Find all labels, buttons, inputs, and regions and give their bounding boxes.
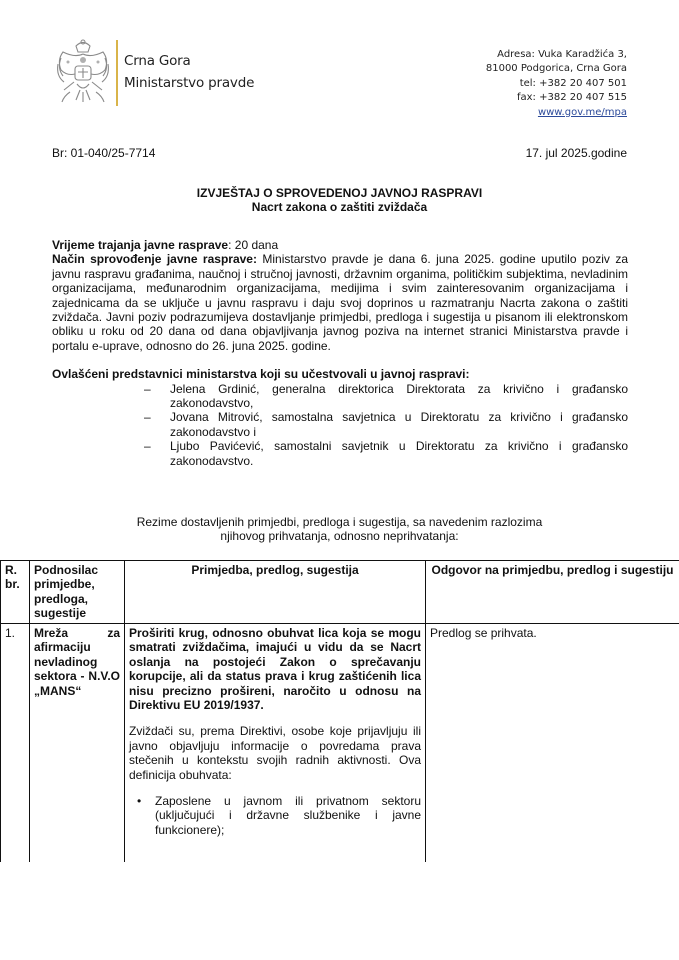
duration-paragraph bbox=[52, 238, 628, 252]
row-response: Predlog se prihvata. bbox=[426, 624, 679, 863]
org-country: Crna Gora bbox=[124, 53, 191, 69]
title-sub: Nacrt zakona o zaštiti zviždača bbox=[251, 200, 428, 214]
summary-intro bbox=[0, 515, 679, 544]
reference-number: Br: 01-040/25-7714 bbox=[52, 146, 156, 160]
row-submitter: Mreža za afirmaciju nevladinog sektora - N.V.O „MANS“ bbox=[30, 624, 125, 863]
remarks-table bbox=[0, 560, 679, 862]
representatives-list bbox=[52, 382, 628, 468]
method-label: Način sprovođenje javne rasprave: bbox=[52, 252, 257, 267]
contact-block bbox=[486, 48, 627, 120]
organization-name bbox=[124, 50, 254, 94]
method-text: Ministarstvo pravde je dana 6. juna 2025. godine uputilo poziv za javnu raspravu građanima, naučnoj i stručnoj javnosti, državnim organima, političkim subjektima, nevladinim organizacijama, međunarodnim organizacijama, medijima i svim zainteresovanim organizacijama i zajednicama da se uključe u javnu raspravu i daju svoj doprinos u razmatranju Nacrta zakona o zaštiti zviždača. Javni poziv podrazumijeva dostavljanje primjedbi, predloga i sugestija u pisanom ili elektronskom obliku u roku od 20 dana od dana objavljivanja javnog poziva na internet stranici Ministarstva pravde i portalu e-uprave, odnosno do 26. juna 2025. godine. bbox=[52, 252, 628, 353]
document-body bbox=[52, 238, 628, 468]
table-row bbox=[1, 624, 679, 863]
representative-item: – Jelena Grdinić, generalna direktorica Direktorata za krivično i građansko zakonodavstvo, bbox=[144, 382, 628, 411]
website-link[interactable]: www.gov.me/mpa bbox=[537, 106, 627, 118]
representative-item: – Jovana Mitrović, samostalna savjetnica u Direktoratu za krivično i građansko zakonodavstvo i bbox=[144, 410, 628, 439]
duration-value: : 20 dana bbox=[228, 238, 279, 252]
row-remark bbox=[125, 624, 426, 863]
document-date: 17. jul 2025.godine bbox=[525, 146, 627, 160]
reference-line bbox=[52, 146, 627, 160]
coat-of-arms-icon bbox=[52, 38, 114, 108]
method-paragraph bbox=[52, 252, 628, 353]
duration-label: Vrijeme trajanja javne rasprave bbox=[52, 238, 229, 252]
remark-text: Zviždači su, prema Direktivi, osobe koje prijavljuju ili javno objavljuju informacije o povredama prava stečenih u kontekstu svojih radnih aktivnosti. Ova definicija obuhvata: bbox=[129, 724, 421, 782]
title-main: IZVJEŠTAJ O SPROVEDENOJ JAVNOJ RASPRAVI bbox=[196, 186, 483, 200]
fax: fax: +382 20 407 515 bbox=[516, 92, 627, 104]
remarks-table-container bbox=[0, 560, 679, 862]
summary-line-1: Rezime dostavljenih primjedbi, predloga i sugestija, sa navedenim razlozima bbox=[136, 515, 543, 529]
remark-bullet: • Zaposlene u javnom ili privatnom sektoru (uključujući i državne službenike i javne funkcionere); bbox=[129, 794, 421, 837]
address-city: 81000 Podgorica, Crna Gora bbox=[485, 63, 627, 75]
header-number: R. br. bbox=[1, 561, 30, 624]
document-title bbox=[0, 186, 679, 214]
header-divider bbox=[116, 40, 118, 106]
remark-summary: Proširiti krug, odnosno obuhvat lica koja se mogu smatrati zviždačima, imajući u vidu da se Nacrt oslanja na postojeći Zakon o sprečavanju korupcije, ali da status prava i krug zaštićenih lica nisu precizno prošireni, naročito u odnosu na Direktivu EU 2019/1937. bbox=[129, 626, 421, 713]
header-response: Odgovor na primjedbu, predlog i sugestiju bbox=[426, 561, 679, 624]
summary-line-2: njihovog prihvatanja, odnosno neprihvatanja: bbox=[220, 529, 459, 544]
row-number: 1. bbox=[1, 624, 30, 863]
header-remark: Primjedba, predlog, sugestija bbox=[125, 561, 426, 624]
address-street: Adresa: Vuka Karadžića 3, bbox=[497, 49, 627, 60]
representatives-title: Ovlašćeni predstavnici ministarstva koji su učestvovali u javnoj raspravi: bbox=[52, 367, 470, 382]
org-ministry: Ministarstvo pravde bbox=[124, 75, 255, 91]
table-header-row bbox=[1, 561, 679, 624]
phone: tel: +382 20 407 501 bbox=[519, 77, 627, 89]
header-submitter: Podnosilac primjedbe, predloga, sugestije bbox=[30, 561, 125, 624]
representative-item: – Ljubo Pavićević, samostalni savjetnik u Direktoratu za krivično i građansko zakonodavstvo. bbox=[144, 439, 628, 468]
